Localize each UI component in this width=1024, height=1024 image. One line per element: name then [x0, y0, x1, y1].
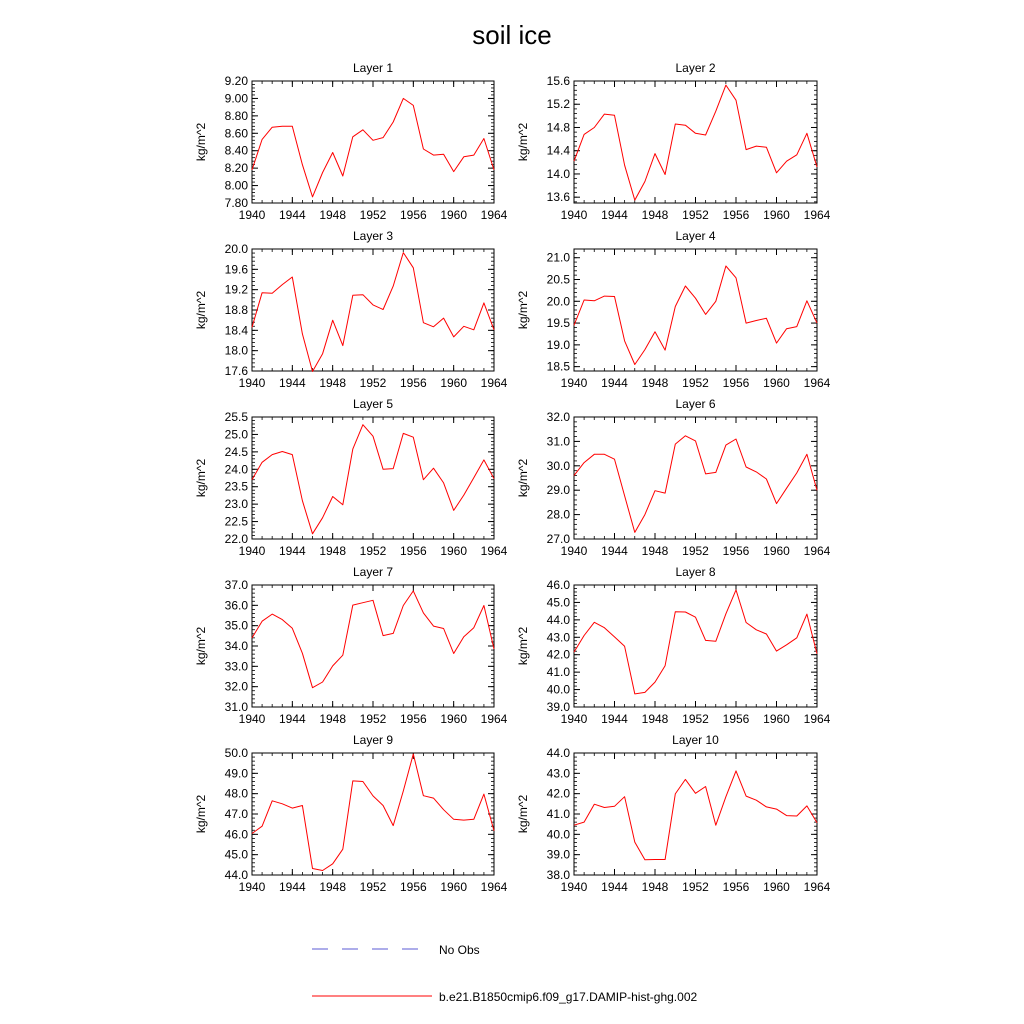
- x-tick-label: 1952: [359, 376, 387, 390]
- y-tick-label: 41.0: [546, 807, 570, 821]
- y-tick-label: 44.0: [546, 746, 570, 760]
- y-axis-label: kg/m^2: [194, 794, 208, 834]
- y-tick-label: 39.0: [546, 700, 570, 714]
- y-tick-label: 8.00: [224, 178, 248, 193]
- plot-frame: [574, 753, 817, 875]
- y-tick-label: 14.8: [546, 120, 570, 135]
- y-tick-label: 42.0: [546, 786, 570, 801]
- x-tick-label: 1940: [560, 208, 588, 222]
- y-tick-label: 32.0: [546, 410, 570, 424]
- x-tick-label: 1948: [319, 712, 347, 726]
- x-tick-label: 1944: [278, 712, 306, 726]
- x-tick-label: 1960: [440, 712, 468, 726]
- y-tick-label: 19.5: [546, 316, 570, 331]
- y-tick-label: 36.0: [224, 598, 248, 613]
- x-tick-label: 1964: [480, 544, 508, 558]
- x-tick-label: 1960: [763, 880, 790, 894]
- chart-panel-layer-5: [194, 397, 508, 558]
- y-tick-label: 45.0: [224, 847, 248, 862]
- y-tick-label: 18.0: [224, 343, 248, 358]
- y-tick-label: 32.0: [224, 679, 248, 694]
- y-tick-label: 31.0: [224, 700, 248, 714]
- y-axis-label: kg/m^2: [194, 458, 208, 498]
- plot-frame: [574, 81, 817, 203]
- x-tick-label: 1956: [399, 880, 427, 894]
- x-tick-label: 1952: [682, 208, 709, 222]
- y-tick-label: 23.0: [224, 497, 248, 512]
- y-tick-label: 7.80: [224, 196, 248, 210]
- series-line: [574, 771, 817, 860]
- y-tick-label: 18.5: [546, 359, 570, 374]
- x-tick-label: 1960: [763, 544, 790, 558]
- x-tick-label: 1952: [359, 208, 387, 222]
- y-tick-label: 27.0: [546, 532, 570, 546]
- x-tick-label: 1960: [440, 208, 468, 222]
- x-tick-label: 1956: [722, 376, 750, 390]
- x-tick-label: 1944: [278, 208, 306, 222]
- chart-panel-layer-6: [516, 397, 831, 558]
- plot-frame: [252, 417, 494, 539]
- y-tick-label: 17.6: [224, 364, 248, 378]
- y-tick-label: 50.0: [224, 746, 248, 760]
- x-tick-label: 1964: [480, 208, 508, 222]
- x-tick-label: 1960: [440, 880, 468, 894]
- x-tick-label: 1940: [560, 544, 588, 558]
- y-tick-label: 14.0: [546, 166, 570, 181]
- x-tick-label: 1964: [480, 880, 508, 894]
- y-tick-label: 18.4: [224, 323, 248, 338]
- y-tick-label: 20.0: [546, 294, 570, 309]
- x-tick-label: 1948: [319, 544, 347, 558]
- y-tick-label: 43.0: [546, 766, 570, 781]
- series-line: [574, 266, 817, 365]
- y-tick-label: 24.0: [224, 462, 248, 477]
- x-tick-label: 1944: [601, 880, 628, 894]
- x-tick-label: 1956: [722, 544, 750, 558]
- series-line: [252, 425, 494, 534]
- panel-title: Layer 4: [675, 229, 716, 243]
- y-tick-label: 15.2: [546, 97, 570, 112]
- chart-panel-layer-10: [516, 733, 831, 894]
- x-tick-label: 1940: [238, 712, 266, 726]
- x-tick-label: 1952: [682, 880, 709, 894]
- y-axis-label: kg/m^2: [516, 794, 530, 834]
- x-tick-label: 1944: [278, 880, 306, 894]
- panel-title: Layer 10: [672, 733, 719, 747]
- series-line: [574, 590, 817, 694]
- y-tick-label: 13.6: [546, 190, 570, 205]
- plot-frame: [252, 249, 494, 371]
- y-tick-label: 14.4: [546, 143, 570, 158]
- series-line: [252, 253, 494, 372]
- panel-title: Layer 8: [675, 565, 716, 579]
- x-tick-label: 1952: [682, 712, 709, 726]
- y-tick-label: 35.0: [224, 618, 248, 633]
- legend-model-label: b.e21.B1850cmip6.f09_g17.DAMIP-hist-ghg.002: [439, 990, 698, 1004]
- x-tick-label: 1964: [803, 880, 831, 894]
- series-line: [252, 591, 494, 688]
- plot-frame: [252, 753, 494, 875]
- x-tick-label: 1956: [399, 544, 427, 558]
- x-tick-label: 1948: [641, 376, 669, 390]
- y-axis-label: kg/m^2: [194, 626, 208, 666]
- y-tick-label: 44.0: [224, 868, 248, 882]
- x-tick-label: 1956: [722, 712, 750, 726]
- x-tick-label: 1948: [641, 208, 669, 222]
- legend-no-obs-label: No Obs: [439, 943, 480, 957]
- y-tick-label: 42.0: [546, 647, 570, 662]
- y-tick-label: 44.0: [546, 612, 570, 627]
- panel-title: Layer 6: [675, 397, 716, 411]
- y-tick-label: 25.0: [224, 427, 248, 442]
- chart-panel-layer-7: [194, 565, 508, 726]
- panel-title: Layer 7: [352, 565, 394, 579]
- y-tick-label: 29.0: [546, 483, 570, 498]
- y-tick-label: 25.5: [224, 410, 248, 424]
- x-tick-label: 1944: [601, 544, 628, 558]
- x-tick-label: 1944: [601, 376, 628, 390]
- y-tick-label: 40.0: [546, 682, 570, 697]
- x-tick-label: 1952: [359, 880, 387, 894]
- x-tick-label: 1940: [560, 712, 588, 726]
- legend: [312, 943, 697, 1004]
- panel-title: Layer 2: [675, 61, 716, 75]
- y-tick-label: 24.5: [224, 444, 248, 459]
- y-axis-label: kg/m^2: [516, 626, 530, 666]
- x-tick-label: 1952: [682, 544, 709, 558]
- y-tick-label: 19.0: [546, 337, 570, 352]
- x-tick-label: 1948: [319, 208, 347, 222]
- y-tick-label: 8.20: [224, 161, 248, 176]
- y-tick-label: 19.2: [224, 282, 248, 297]
- x-tick-label: 1960: [440, 544, 468, 558]
- x-tick-label: 1948: [319, 376, 347, 390]
- y-tick-label: 30.0: [546, 458, 570, 473]
- x-tick-label: 1960: [440, 376, 468, 390]
- y-tick-label: 33.0: [224, 659, 248, 674]
- y-tick-label: 49.0: [224, 766, 248, 781]
- y-tick-label: 41.0: [546, 665, 570, 680]
- y-tick-label: 8.40: [224, 143, 248, 158]
- y-tick-label: 37.0: [224, 578, 248, 592]
- y-axis-label: kg/m^2: [516, 290, 530, 330]
- panel-title: Layer 9: [352, 733, 394, 747]
- series-line: [252, 754, 494, 871]
- y-tick-label: 43.0: [546, 630, 570, 645]
- chart-panel-layer-1: [194, 61, 508, 222]
- chart-panel-layer-4: [516, 229, 831, 390]
- x-tick-label: 1944: [601, 208, 628, 222]
- y-axis-label: kg/m^2: [194, 290, 208, 330]
- x-tick-label: 1940: [238, 544, 266, 558]
- y-tick-label: 47.0: [224, 807, 248, 821]
- y-tick-label: 45.0: [546, 595, 570, 610]
- x-tick-label: 1948: [641, 712, 669, 726]
- y-tick-label: 28.0: [546, 507, 570, 522]
- y-tick-label: 23.5: [224, 479, 248, 494]
- series-line: [574, 85, 817, 200]
- y-tick-label: 38.0: [546, 868, 570, 882]
- plot-frame: [574, 585, 817, 707]
- x-tick-label: 1952: [682, 376, 709, 390]
- x-tick-label: 1956: [399, 376, 427, 390]
- y-tick-label: 39.0: [546, 847, 570, 862]
- x-tick-label: 1964: [803, 376, 831, 390]
- y-tick-label: 40.0: [546, 827, 570, 842]
- y-tick-label: 9.00: [224, 91, 248, 106]
- y-tick-label: 8.60: [224, 126, 248, 141]
- plot-frame: [574, 417, 817, 539]
- plot-frame: [574, 249, 817, 371]
- chart-panel-layer-8: [516, 565, 831, 726]
- x-tick-label: 1956: [722, 208, 750, 222]
- x-tick-label: 1940: [238, 208, 266, 222]
- chart-panel-layer-2: [516, 61, 831, 222]
- y-tick-label: 48.0: [224, 786, 248, 801]
- y-tick-label: 21.0: [546, 250, 570, 265]
- x-tick-label: 1940: [238, 376, 266, 390]
- y-tick-label: 46.0: [224, 827, 248, 842]
- x-tick-label: 1948: [641, 544, 669, 558]
- x-tick-label: 1944: [601, 712, 628, 726]
- x-tick-label: 1952: [359, 544, 387, 558]
- x-tick-label: 1940: [238, 880, 266, 894]
- x-tick-label: 1964: [480, 376, 508, 390]
- y-tick-label: 22.5: [224, 514, 248, 529]
- x-tick-label: 1952: [359, 712, 387, 726]
- chart-panel-layer-3: [194, 229, 508, 390]
- y-tick-label: 8.80: [224, 108, 248, 123]
- panels-container: [194, 61, 831, 894]
- y-axis-label: kg/m^2: [516, 122, 530, 162]
- x-tick-label: 1940: [560, 880, 588, 894]
- x-tick-label: 1956: [722, 880, 750, 894]
- y-tick-label: 19.6: [224, 262, 248, 277]
- chart-panel-layer-9: [194, 733, 508, 894]
- y-axis-label: kg/m^2: [516, 458, 530, 498]
- y-tick-label: 20.0: [224, 242, 248, 256]
- y-tick-label: 34.0: [224, 639, 248, 653]
- x-tick-label: 1948: [319, 880, 347, 894]
- x-tick-label: 1960: [763, 712, 790, 726]
- x-tick-label: 1964: [803, 712, 831, 726]
- x-tick-label: 1960: [763, 376, 790, 390]
- x-tick-label: 1948: [641, 880, 669, 894]
- panel-title: Layer 1: [352, 61, 394, 75]
- y-tick-label: 46.0: [546, 578, 570, 592]
- x-tick-label: 1960: [763, 208, 790, 222]
- x-tick-label: 1940: [560, 376, 588, 390]
- x-tick-label: 1964: [803, 544, 831, 558]
- y-tick-label: 22.0: [224, 532, 248, 546]
- x-tick-label: 1964: [803, 208, 831, 222]
- y-tick-label: 9.20: [224, 74, 248, 88]
- y-axis-label: kg/m^2: [194, 122, 208, 162]
- x-tick-label: 1964: [480, 712, 508, 726]
- figure-title: soil ice: [472, 20, 552, 50]
- y-tick-label: 18.8: [224, 303, 248, 317]
- panel-title: Layer 5: [352, 397, 394, 411]
- y-tick-label: 20.5: [546, 272, 570, 287]
- y-tick-label: 15.6: [546, 74, 570, 88]
- y-tick-label: 31.0: [546, 434, 570, 449]
- series-line: [574, 436, 817, 533]
- x-tick-label: 1956: [399, 712, 427, 726]
- series-line: [252, 98, 494, 196]
- x-tick-label: 1944: [278, 376, 306, 390]
- plot-frame: [252, 81, 494, 203]
- x-tick-label: 1944: [278, 544, 306, 558]
- panel-title: Layer 3: [352, 229, 394, 243]
- x-tick-label: 1956: [399, 208, 427, 222]
